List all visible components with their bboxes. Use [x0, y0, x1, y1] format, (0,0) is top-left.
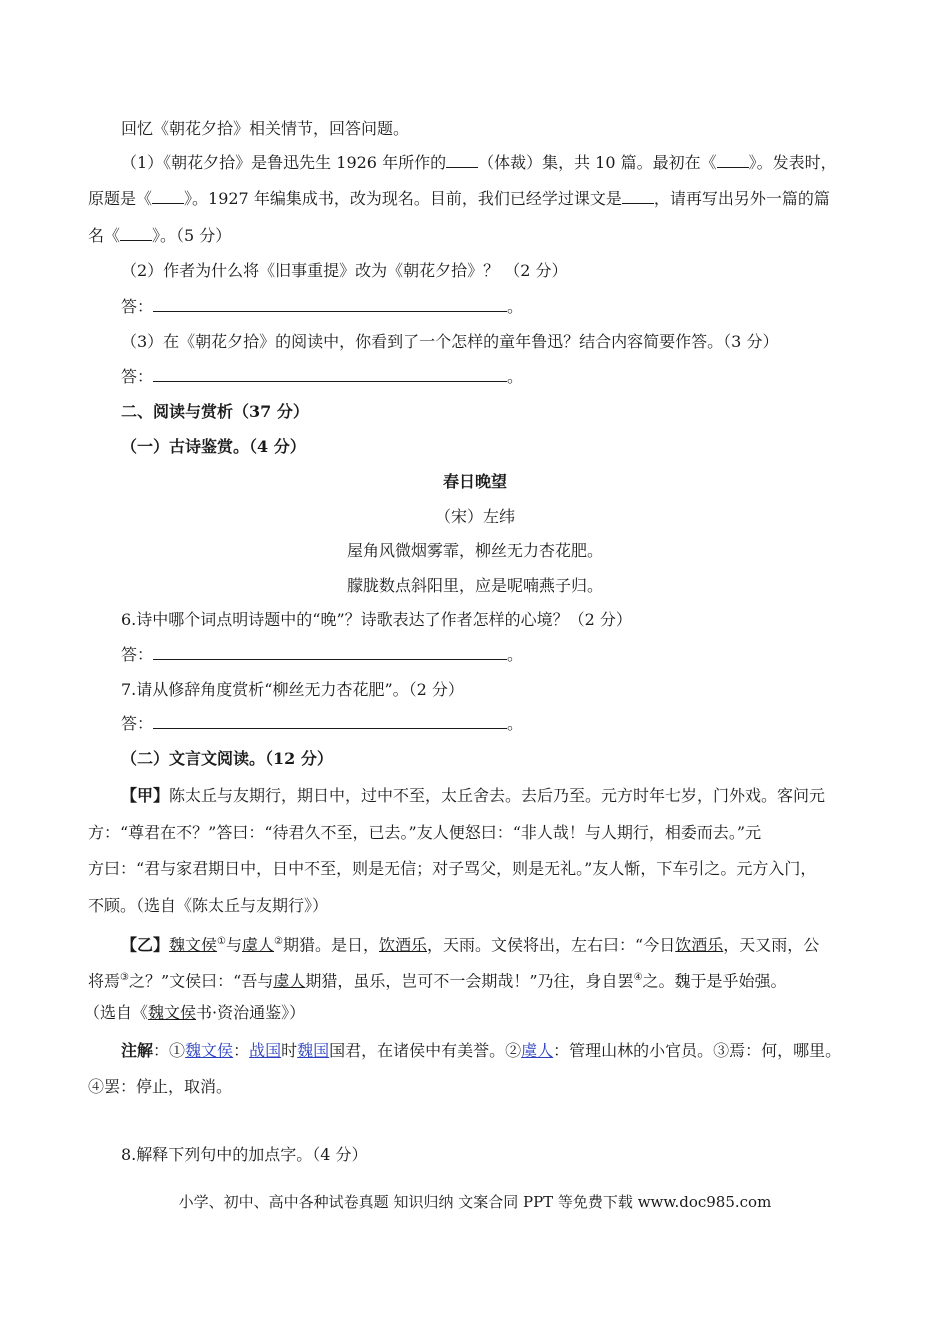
subsection-heading-poem: （一）古诗鉴赏。（4 分） — [121, 437, 306, 456]
passage-tag: 【乙】 — [121, 935, 170, 955]
question-1-line-1 — [121, 153, 837, 173]
fill-blank[interactable] — [717, 153, 749, 168]
answer-blank[interactable] — [153, 367, 507, 382]
answer-line-q3 — [121, 367, 523, 387]
q1-text-h: 》。（5 分） — [152, 226, 232, 245]
passage-jia-line-3: 方曰：“君与家君期日中，日中不至，则是无信；对子骂父，则是无礼。”友人惭，下车引之。元方入门， — [88, 859, 817, 878]
passage-text: 期猎。是日， — [283, 935, 380, 955]
underlined-phrase: 饮酒乐 — [379, 935, 428, 955]
notes-text: ： — [153, 1041, 170, 1060]
subsection-heading-classical: （二）文言文阅读。（12 分） — [121, 749, 333, 768]
question-7: 7.请从修辞角度赏析“柳丝无力杏花肥”。（2 分） — [121, 680, 464, 699]
passage-text: 之。魏于是乎始强。 — [642, 971, 787, 991]
fill-blank[interactable] — [446, 153, 478, 168]
passage-yi-line-3 — [84, 1003, 305, 1023]
passage-text: ，天雨。文侯将出，左右曰：“今日 — [427, 935, 676, 955]
passage-text: 陈太丘与友期行，期日中，过中不至，太丘舍去。去后乃至。元方时年七岁，门外戏。客问元 — [169, 786, 826, 805]
footnote-marker: ② — [274, 936, 283, 947]
notes-text: ： — [233, 1041, 250, 1060]
notes-text: 国君，在诸侯中有美誉。② — [329, 1041, 522, 1060]
passage-text: 期猎，虽乐，岂可不一会期哉！”乃往，身自罢 — [305, 971, 634, 991]
footnote-marker: ① — [217, 936, 226, 947]
notes-text: ：管理山林的小官员。③焉：何，哪里。 — [553, 1041, 842, 1060]
passage-yi-line-2 — [88, 968, 787, 991]
question-1-line-3 — [88, 226, 231, 246]
note-link[interactable]: 魏文侯 — [185, 1041, 234, 1060]
answer-blank[interactable] — [153, 714, 507, 729]
proper-noun: 虞人 — [242, 935, 275, 955]
passage-text: 之？”文侯曰：“吾与 — [128, 971, 274, 991]
answer-label: 答： — [121, 297, 154, 316]
passage-text: 将焉 — [88, 971, 121, 991]
answer-label: 答： — [121, 714, 154, 733]
q1-text-f: ，请再写出另外一篇的篇 — [653, 189, 830, 208]
question-8: 8.解释下列句中的加点字。（4 分） — [121, 1145, 368, 1164]
answer-end: 。 — [507, 367, 524, 386]
q1-text-d: 原题是《 — [88, 189, 153, 208]
q1-text-a: （1）《朝花夕拾》是鲁迅先生 1926 年所作的 — [121, 153, 447, 172]
footnote-marker: ③ — [120, 972, 129, 983]
notes-text: 时 — [281, 1041, 298, 1060]
fill-blank[interactable] — [120, 226, 152, 241]
passage-jia-line-2: 方：“尊君在不？”答曰：“待君久不至，已去。”友人便怒曰：“非人哉！与人期行，相委而去。”元 — [88, 823, 762, 842]
page-footer: 小学、初中、高中各种试卷真题 知识归纳 文案合同 PPT 等免费下载 www.doc985.com — [178, 1193, 772, 1211]
q1-text-c: 》。发表时， — [748, 153, 837, 172]
answer-label: 答： — [121, 367, 154, 386]
answer-label: 答： — [121, 645, 154, 664]
answer-line-q6 — [121, 645, 523, 665]
notes-text: ① — [169, 1041, 186, 1060]
passage-text: 书·资治通鉴》） — [196, 1003, 306, 1022]
question-1-line-2 — [88, 189, 830, 209]
note-link[interactable]: 魏国 — [297, 1041, 330, 1060]
answer-line-q7 — [121, 714, 523, 734]
q1-text-e: 》。1927 年编集成书，改为现名。目前，我们已经学过课文是 — [184, 189, 622, 208]
poem-title: 春日晚望 — [442, 472, 507, 491]
section-heading: 二、阅读与赏析（37 分） — [121, 402, 309, 421]
passage-jia-line-1 — [121, 786, 825, 806]
poem-line-2: 朦胧数点斜阳里，应是呢喃燕子归。 — [346, 576, 603, 595]
q1-text-g: 名《 — [88, 226, 121, 245]
passage-jia-line-4: 不顾。（选自《陈太丘与友期行》） — [88, 896, 329, 915]
q1-text-b: （体裁）集，共 10 篇。最初在《 — [478, 153, 717, 172]
note-link[interactable]: 战国 — [249, 1041, 282, 1060]
proper-noun: 魏文侯 — [148, 1003, 197, 1022]
poem-line-1: 屋角风微烟雾霏，柳丝无力杏花肥。 — [346, 541, 603, 560]
notes-line-1 — [121, 1041, 841, 1061]
fill-blank[interactable] — [622, 189, 654, 204]
answer-end: 。 — [507, 645, 524, 664]
passage-text: 与 — [226, 935, 243, 955]
answer-blank[interactable] — [153, 297, 507, 312]
answer-line-q2 — [121, 297, 523, 317]
proper-noun: 魏文侯 — [169, 935, 218, 955]
footnote-marker: ④ — [633, 972, 643, 983]
answer-blank[interactable] — [153, 645, 507, 660]
passage-yi-line-1 — [121, 932, 819, 955]
question-2: （2）作者为什么将《旧事重提》改为《朝花夕拾》？ （2 分） — [121, 261, 568, 280]
notes-line-2: ④罢：停止，取消。 — [88, 1077, 233, 1096]
answer-end: 。 — [507, 714, 524, 733]
proper-noun: 虞人 — [273, 971, 306, 991]
answer-end: 。 — [507, 297, 524, 316]
passage-text: （选自《 — [84, 1003, 149, 1022]
question-3: （3）在《朝花夕拾》的阅读中，你看到了一个怎样的童年鲁迅？结合内容简要作答。（3 分） — [121, 332, 779, 351]
poem-author: （宋）左纬 — [434, 507, 515, 526]
question-intro: 回忆《朝花夕拾》相关情节，回答问题。 — [121, 119, 410, 138]
passage-tag: 【甲】 — [121, 786, 170, 805]
question-6: 6.诗中哪个词点明诗题中的“晚”？诗歌表达了作者怎样的心境？（2 分） — [121, 610, 632, 629]
note-link[interactable]: 虞人 — [521, 1041, 554, 1060]
passage-text: ，天又雨，公 — [723, 935, 820, 955]
notes-label: 注解 — [121, 1041, 154, 1060]
underlined-phrase: 饮酒乐 — [675, 935, 724, 955]
fill-blank[interactable] — [152, 189, 184, 204]
